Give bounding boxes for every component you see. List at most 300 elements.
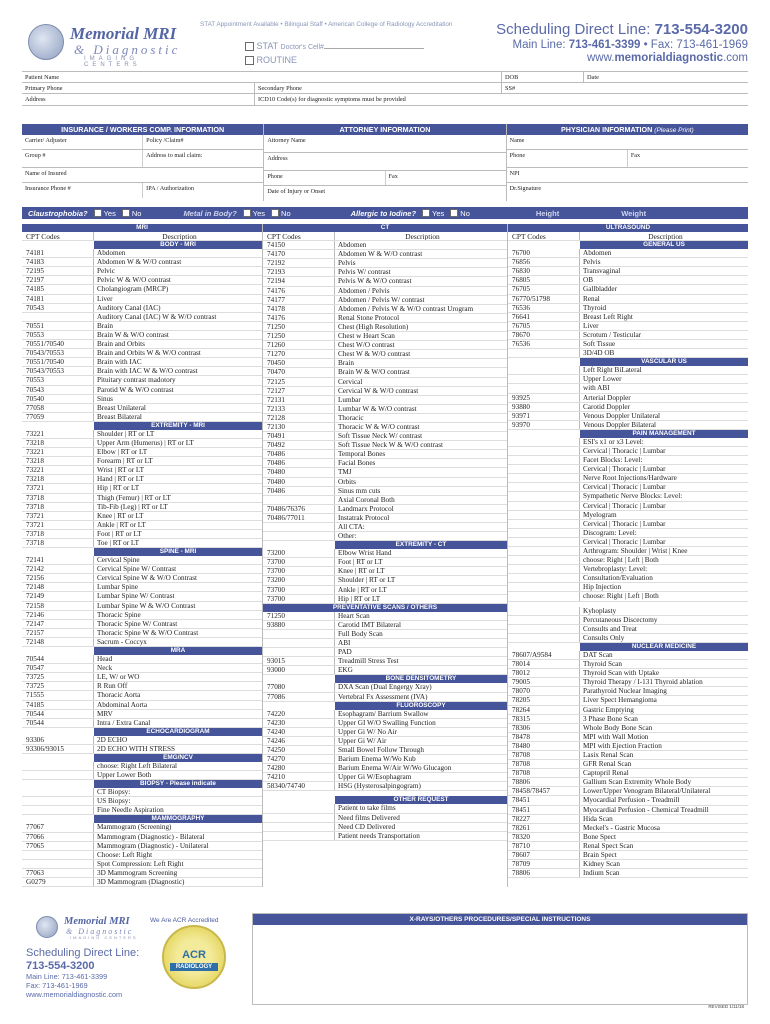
cpt-code: 76705 [508,285,580,293]
procedure-row[interactable] [22,869,262,878]
procedure-row[interactable] [263,487,507,496]
procedure-row[interactable] [263,549,507,558]
procedure-row[interactable] [508,295,748,304]
procedure-row[interactable] [508,565,748,574]
procedure-row[interactable] [263,332,507,341]
procedure-row[interactable] [508,375,748,384]
cpt-code [508,447,580,455]
procedure-row[interactable] [508,583,748,592]
procedure-row[interactable] [22,494,262,503]
procedure-row[interactable] [22,521,262,530]
procedure-row[interactable] [263,523,507,532]
procedure-description: Chest w Heart Scan [338,332,395,341]
procedure-row[interactable] [263,359,507,368]
procedure-row[interactable] [22,276,262,285]
procedure-row[interactable] [263,737,507,746]
procedure-row[interactable] [263,746,507,755]
cpt-code [508,502,580,510]
procedure-row[interactable] [22,719,262,728]
procedure-row[interactable] [22,611,262,620]
procedure-row[interactable] [508,511,748,520]
procedure-row[interactable] [22,295,262,304]
dob-field[interactable] [502,72,584,82]
procedure-description: Sinus mm cuts [338,486,381,495]
metal-yes-checkbox[interactable] [243,209,251,217]
procedure-row[interactable] [263,666,507,675]
procedure-row[interactable] [508,438,748,447]
procedure-row[interactable] [22,267,262,276]
procedure-row[interactable] [263,296,507,305]
policy-field[interactable] [143,135,263,149]
cpt-code: 77063 [22,869,94,877]
procedure-row[interactable] [22,691,262,700]
cpt-code [508,565,580,573]
subsection-header: BODY - MRI [94,241,262,249]
procedure-row[interactable] [263,612,507,621]
procedure-row[interactable] [263,567,507,576]
special-instructions-box[interactable] [252,913,748,1005]
injury-date-field[interactable] [264,186,505,201]
procedure-row[interactable] [22,878,262,887]
procedure-row[interactable] [263,277,507,286]
cpt-code: 74240 [263,728,335,736]
procedure-row[interactable] [22,258,262,267]
procedure-row[interactable] [22,358,262,367]
procedure-row[interactable] [22,448,262,457]
procedure-row[interactable] [263,496,507,505]
procedure-row[interactable] [508,860,748,869]
procedure-row[interactable] [263,639,507,648]
procedure-row[interactable] [508,778,748,787]
procedure-row[interactable] [508,366,748,375]
procedure-row[interactable] [22,823,262,832]
procedure-row[interactable] [508,687,748,696]
procedure-row[interactable] [22,376,262,385]
procedure-row[interactable] [263,823,507,832]
procedure-row[interactable] [22,430,262,439]
procedure-row[interactable] [22,842,262,851]
primary-phone-field[interactable] [22,83,255,94]
procedure-row[interactable] [508,492,748,501]
procedure-row[interactable] [508,724,748,733]
procedure-row[interactable] [508,678,748,687]
website-link[interactable] [496,52,748,64]
procedure-description: Elbow Wrist Hand [338,549,392,558]
procedure-row[interactable] [22,629,262,638]
procedure-row[interactable] [263,241,507,250]
procedure-row[interactable] [22,322,262,331]
procedure-row[interactable] [263,576,507,585]
procedure-row[interactable] [508,824,748,833]
procedure-row[interactable] [508,538,748,547]
claustrophobia-yes-checkbox[interactable] [94,209,102,217]
procedure-row[interactable] [508,592,748,601]
procedure-row[interactable] [263,459,507,468]
procedure-description: Lumbar Spine W/ Contrast [97,592,175,601]
cpt-code: 70486 [263,487,335,495]
procedure-row[interactable] [508,465,748,474]
procedure-row[interactable] [263,423,507,432]
procedure-row[interactable] [22,602,262,611]
procedure-row[interactable] [263,514,507,523]
procedure-row[interactable] [508,751,748,760]
procedure-row[interactable] [508,607,748,616]
procedure-row[interactable] [263,350,507,359]
procedure-row[interactable] [22,806,262,815]
globe-logo-icon [28,24,64,60]
procedure-row[interactable] [263,441,507,450]
procedure-row[interactable] [508,869,748,878]
ins-phone-field[interactable] [22,183,143,198]
procedure-description: Fine Needle Aspiration [97,806,164,815]
procedure-row[interactable] [22,530,262,539]
procedure-description: Vertebroplasty: Level: [583,565,648,574]
attorney-phone-field[interactable] [264,171,385,185]
insured-field[interactable] [22,168,263,182]
procedure-row[interactable] [22,851,262,860]
procedure-row[interactable] [508,276,748,285]
icd-field[interactable] [255,94,748,105]
procedure-row[interactable] [22,413,262,422]
procedure-row[interactable] [22,249,262,258]
procedure-row[interactable] [508,651,748,660]
procedure-row[interactable] [263,693,507,702]
procedure-row[interactable] [263,314,507,323]
procedure-row[interactable] [263,387,507,396]
procedure-row[interactable] [22,556,262,565]
procedure-row[interactable] [263,341,507,350]
procedure-row[interactable] [263,259,507,268]
carrier-field[interactable] [22,135,143,149]
procedure-description: Sympathetic Nerve Blocks: Level: [583,492,683,501]
carrier-label: Carrier/ Adjuster [25,137,67,144]
procedure-row[interactable] [508,696,748,705]
procedure-row[interactable] [263,532,507,541]
procedure-row[interactable] [263,405,507,414]
ipa-label: IPA / Authorization [146,185,195,192]
procedure-row[interactable] [22,404,262,413]
procedure-row[interactable] [22,512,262,521]
procedure-description: All CTA: [338,523,365,531]
doctor-cell-field[interactable] [324,41,424,49]
cpt-code: 78012 [508,669,580,677]
procedure-row[interactable] [508,529,748,538]
procedure-row[interactable] [22,710,262,719]
procedure-row[interactable] [22,673,262,682]
patient-name-field[interactable] [22,72,502,82]
claustrophobia-label: Claustrophobia? [28,208,88,218]
procedure-description: Carotid IMT Bilateral [338,620,401,629]
procedure-row[interactable] [22,395,262,404]
procedure-row[interactable] [22,367,262,376]
cpt-code [508,456,580,464]
procedure-row[interactable] [508,733,748,742]
procedure-row[interactable] [508,249,748,258]
procedure-row[interactable] [508,285,748,294]
procedure-description: Knee | RT or LT [338,567,385,576]
procedure-row[interactable] [508,760,748,769]
date-field[interactable] [584,72,748,82]
procedure-row[interactable] [22,682,262,691]
procedure-row[interactable] [508,340,748,349]
procedure-row[interactable] [22,771,262,780]
iodine-no-checkbox[interactable] [450,209,458,217]
procedure-row[interactable] [508,412,748,421]
procedure-row[interactable] [22,475,262,484]
cpt-code: 74177 [263,296,335,304]
procedure-row[interactable] [508,574,748,583]
procedure-row[interactable] [263,287,507,296]
attorney-name-field[interactable] [264,135,505,152]
procedure-row[interactable] [263,719,507,728]
cpt-code [508,556,580,564]
sched-phone: 713-554-3200 [654,21,748,38]
procedure-row[interactable] [22,745,262,754]
procedure-row[interactable] [508,833,748,842]
procedure-row[interactable] [263,378,507,387]
procedure-row[interactable] [508,502,748,511]
procedure-description: Esophagram/ Barrium Swallow [338,709,429,718]
procedure-row[interactable] [22,466,262,475]
procedure-row[interactable] [508,349,748,358]
physician-name-field[interactable] [507,135,748,149]
procedure-description: 3D Mammogram Screening [97,868,178,877]
cpt-code [263,523,335,531]
procedure-description: Consults and Treat [583,624,637,633]
metal-no-checkbox[interactable] [271,209,279,217]
procedure-row[interactable] [22,457,262,466]
procedure-description: Head [97,655,113,664]
procedure-row[interactable] [508,815,748,824]
procedure-row[interactable] [22,620,262,629]
insured-label: Name of Insured [25,170,67,177]
group-field[interactable] [22,150,143,167]
cpt-code: 72192 [263,259,335,267]
procedure-row[interactable] [263,432,507,441]
procedure-row[interactable] [508,634,748,643]
procedure-row[interactable] [22,664,262,673]
procedure-row[interactable] [22,539,262,548]
mail-address-field[interactable] [143,150,263,167]
procedure-description: choose: Right Left Bilateral [97,761,178,770]
procedure-row[interactable] [22,304,262,313]
procedure-row[interactable] [22,574,262,583]
procedure-row[interactable] [508,715,748,724]
procedure-row[interactable] [22,285,262,294]
iodine-yes-checkbox[interactable] [422,209,430,217]
cpt-code: 78478 [508,733,580,741]
procedure-row[interactable] [263,468,507,477]
procedure-row[interactable] [263,250,507,259]
stat-checkbox[interactable] [245,42,254,51]
procedure-row[interactable] [263,683,507,692]
cpt-code: 78806 [508,869,580,877]
procedure-row[interactable] [508,742,748,751]
procedure-description: Upper Lower [583,375,622,384]
secondary-phone-label: Secondary Phone [258,84,302,92]
procedure-row[interactable] [508,421,748,430]
procedure-row[interactable] [508,258,748,267]
procedure-row[interactable] [508,331,748,340]
procedure-row[interactable] [22,349,262,358]
procedure-row[interactable] [508,669,748,678]
procedure-description: Pelvic [97,267,115,276]
procedure-row[interactable] [263,414,507,423]
procedure-description: Pelvis [338,259,356,268]
procedure-row[interactable] [508,394,748,403]
special-instructions-title: X-RAYS/OTHERS PROCEDURES/SPECIAL INSTRUCTIONS [253,914,747,925]
procedure-description: Arthrogram: Shoulder | Wrist | Knee [583,547,688,555]
procedure-row[interactable] [22,503,262,512]
procedure-row[interactable] [508,769,748,778]
procedure-description: DAT Scan [583,650,613,659]
footer-website-link[interactable]: www.memorialdiagnostic.com [26,990,123,999]
procedure-row[interactable] [508,787,748,796]
attorney-fax-field[interactable] [386,171,506,185]
procedure-row[interactable] [22,736,262,745]
procedure-row[interactable] [22,833,262,842]
procedure-row[interactable] [508,384,748,393]
screening-questions-bar [22,207,748,219]
procedure-row[interactable] [22,788,262,797]
procedure-row[interactable] [22,583,262,592]
procedure-row[interactable] [263,396,507,405]
npi-field[interactable] [507,168,748,182]
procedure-row[interactable] [263,764,507,773]
cpt-code: 93306/93015 [22,745,94,753]
procedure-row[interactable] [508,483,748,492]
info-sections [22,124,748,201]
procedure-row[interactable] [22,331,262,340]
procedure-description: Myocardial Perfusion - Chemical Treadmill [583,805,709,814]
procedure-description: Thyroid Scan [583,660,622,669]
procedure-row[interactable] [508,304,748,313]
procedure-row[interactable] [263,450,507,459]
procedure-row[interactable] [508,547,748,556]
procedure-description: Lasix Renal Scan [583,750,634,759]
claustrophobia-no-checkbox[interactable] [122,209,130,217]
procedure-row[interactable] [508,706,748,715]
procedure-row[interactable] [263,505,507,514]
procedure-description: Pelvis [583,258,601,267]
procedure-description: Discogram: Level: [583,528,637,537]
procedure-row[interactable] [263,832,507,841]
signature-field[interactable] [507,183,748,198]
procedure-row[interactable] [22,386,262,395]
procedure-row[interactable] [508,625,748,634]
procedure-row[interactable] [22,484,262,493]
procedure-row[interactable] [263,782,507,791]
procedure-row[interactable] [508,447,748,456]
procedure-row[interactable] [263,657,507,666]
procedure-description: GFR Renal Scan [583,760,632,769]
procedure-row[interactable] [22,655,262,664]
physician-fax-field[interactable] [628,150,748,167]
cpt-code: 73221 [22,448,94,456]
cpt-code: 70543/70553 [22,349,94,357]
secondary-phone-field[interactable] [255,83,502,94]
cpt-code: 74230 [263,719,335,727]
procedure-description: Brain [97,321,113,330]
procedure-row[interactable] [263,305,507,314]
cpt-code: 77059 [22,413,94,421]
procedure-row[interactable] [508,851,748,860]
procedure-row[interactable] [263,586,507,595]
procedure-description: Cervical | Thoracic | Lumbar [583,519,666,528]
procedure-row[interactable] [263,630,507,639]
procedure-description: Axial Coronal Both [338,495,395,504]
procedure-row[interactable] [263,755,507,764]
procedure-row[interactable] [508,267,748,276]
procedure-row[interactable] [508,474,748,483]
attorney-address-field[interactable] [264,153,505,170]
procedure-row[interactable] [22,439,262,448]
cpt-code: 77067 [22,823,94,831]
procedure-row[interactable] [22,313,262,322]
procedure-row[interactable] [263,595,507,604]
procedure-row[interactable] [22,762,262,771]
procedure-row[interactable] [508,660,748,669]
procedure-row[interactable] [508,556,748,565]
procedure-row[interactable] [263,804,507,813]
procedure-row[interactable] [22,638,262,647]
address-field[interactable] [22,94,255,105]
procedure-row[interactable] [263,728,507,737]
ss-field[interactable] [502,83,748,94]
dob-label: DOB [505,74,519,81]
subsection-header: EMG/NCV [94,754,262,762]
procedure-row[interactable] [22,701,262,710]
cpt-code: 74170 [263,250,335,258]
procedure-row[interactable] [263,710,507,719]
procedure-row[interactable] [263,558,507,567]
procedure-row[interactable] [508,456,748,465]
procedure-row[interactable] [22,565,262,574]
procedure-row[interactable] [263,368,507,377]
physician-phone-field[interactable] [507,150,628,167]
procedure-row[interactable] [508,842,748,851]
procedure-row[interactable] [263,773,507,782]
procedure-row[interactable] [263,814,507,823]
procedure-row[interactable] [22,860,262,869]
procedure-row[interactable] [263,268,507,277]
cpt-code: 93970 [508,421,580,429]
us-title: ULTRASOUND [508,224,748,232]
procedure-row[interactable] [508,806,748,815]
procedure-row[interactable] [508,796,748,805]
cpt-code: 78708 [508,760,580,768]
procedure-row[interactable] [508,313,748,322]
procedure-row[interactable] [263,648,507,657]
procedure-row[interactable] [263,323,507,332]
procedure-row[interactable] [263,478,507,487]
cpt-code [263,832,335,840]
routine-checkbox[interactable] [245,56,254,65]
procedure-row[interactable] [508,616,748,625]
physician-name-label: Name [509,137,525,144]
procedure-row[interactable] [22,340,262,349]
procedure-description: Bone Spect [583,832,616,841]
procedure-row[interactable] [508,403,748,412]
procedure-row[interactable] [22,592,262,601]
procedure-row[interactable] [263,621,507,630]
procedure-row[interactable] [508,322,748,331]
ipa-field[interactable] [143,183,263,198]
procedure-row[interactable] [508,520,748,529]
procedure-row[interactable] [22,797,262,806]
ct-column [263,224,508,887]
cpt-code: 73218 [22,439,94,447]
